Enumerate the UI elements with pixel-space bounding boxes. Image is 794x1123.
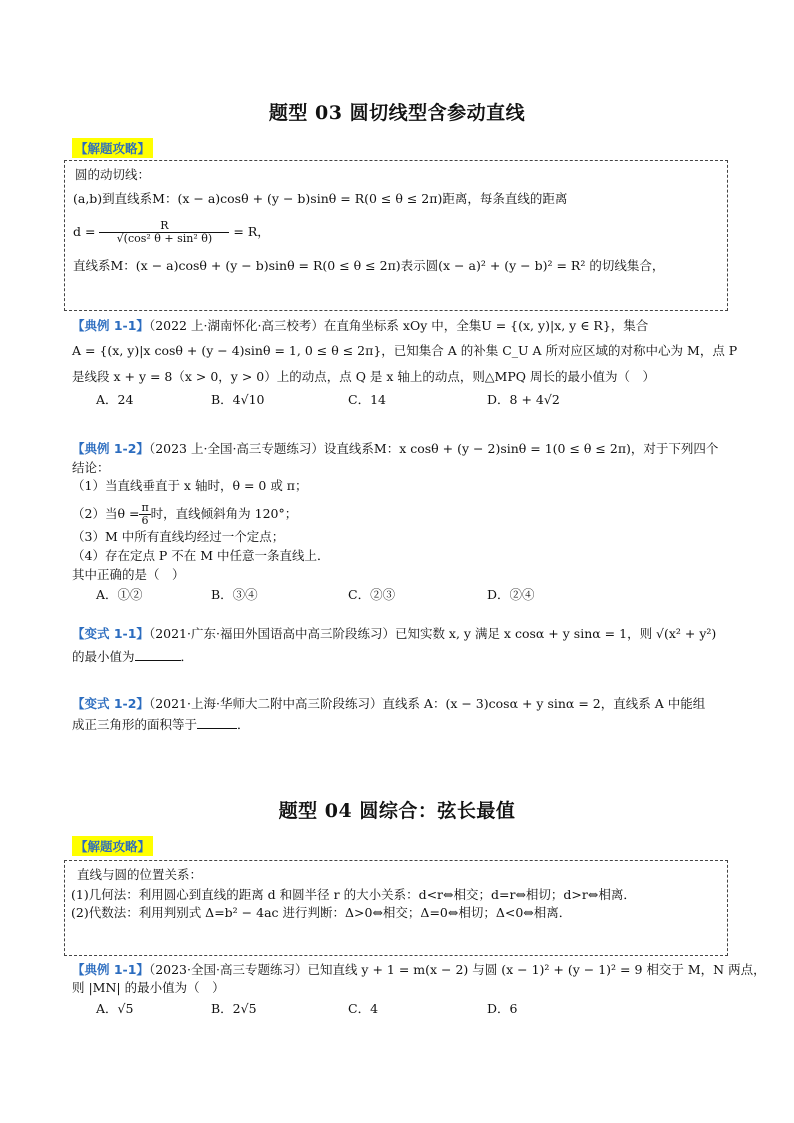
box1-line-3 bbox=[73, 218, 270, 246]
s2q1-option-c: C．4 bbox=[348, 1001, 379, 1016]
q3-text-1: （2021·广东·福田外国语高中高三阶段练习）已知实数 x, y 满足 x cosα + y sinα = 1，则 √(x² + y²) bbox=[148, 626, 717, 641]
strategy-tag-1: 【解题攻略】 bbox=[72, 138, 153, 158]
q2-line-6: （4）存在定点 P 不在 M 中任意一条直线上． bbox=[72, 548, 330, 563]
s2q1-text-1: （2023·全国·高三专题练习）已知直线 y + 1 = m(x − 2) 与圆 (x − 1)² + (y − 1)² = 9 相交于 M，N 两点， bbox=[148, 962, 766, 977]
q2-line-2: 结论： bbox=[72, 460, 110, 475]
q1-line-3: 是线段 x + y = 8（x > 0，y > 0）上的动点，点 Q 是 x 轴上的动点，则△MPQ 周长的最小值为（ ） bbox=[72, 369, 655, 384]
q3-answer-blank bbox=[135, 660, 181, 661]
s2q1-option-a: A．√5 bbox=[96, 1001, 134, 1016]
box1-eq-R: = R， bbox=[233, 224, 270, 239]
box2-line-1: 直线与圆的位置关系： bbox=[77, 867, 203, 882]
q1-option-c: C．14 bbox=[348, 392, 386, 407]
q2-fraction bbox=[139, 502, 150, 527]
s2q1-line-1 bbox=[72, 962, 766, 978]
q2-option-d: D．②④ bbox=[487, 587, 535, 602]
section-title-1: 题型 03 圆切线型含参动直线 bbox=[268, 102, 526, 124]
box1-line-2: (a,b)到直线系M：(x − a)cosθ + (y − b)sinθ = R(0 ≤ θ ≤ 2π)距离，每条直线的距离 bbox=[73, 191, 568, 206]
q1-line-2: A = {(x, y)|x cosθ + (y − 4)sinθ = 1, 0 ≤ θ ≤ 2π}，已知集合 A 的补集 C_U A 所对应区域的对称中心为 M，点 P bbox=[72, 343, 738, 358]
strategy-box-2 bbox=[64, 860, 728, 956]
box1-frac-num: R bbox=[99, 220, 229, 233]
q1-line-1 bbox=[72, 318, 648, 334]
box1-d-eq: d = bbox=[73, 224, 96, 239]
q2-label: 【典例 1-2】 bbox=[72, 441, 149, 456]
box2-line-3: (2)代数法：利用判别式 Δ=b² − 4ac 进行判断：Δ>0⇔相交；Δ=0⇔相切；Δ<0⇔相离． bbox=[71, 905, 572, 920]
q4-answer-blank bbox=[197, 728, 237, 729]
q3-line-1 bbox=[72, 626, 716, 642]
q2-l4-pre: （2）当θ = bbox=[72, 506, 140, 521]
box2-line-2: (1)几何法：利用圆心到直线的距离 d 和圆半径 r 的大小关系：d<r⇔相交；d=r⇔相切；d>r⇔相离． bbox=[71, 887, 636, 902]
box1-fraction bbox=[99, 220, 229, 245]
box1-line-4: 直线系M：(x − a)cosθ + (y − b)sinθ = R(0 ≤ θ ≤ 2π)表示圆(x − a)² + (y − b)² = R² 的切线集合， bbox=[73, 258, 665, 273]
q3-text-end: ． bbox=[180, 649, 194, 664]
q2-line-7: 其中正确的是（ ） bbox=[72, 567, 185, 582]
box1-line-1: 圆的动切线： bbox=[75, 167, 151, 182]
q2-line-3: （1）当直线垂直于 x 轴时，θ = 0 或 π； bbox=[72, 478, 308, 493]
q2-frac-den: 6 bbox=[141, 514, 149, 527]
q4-text-end: ． bbox=[237, 717, 250, 732]
q3-text-2: 的最小值为 bbox=[72, 649, 135, 664]
q2-line-1 bbox=[72, 441, 718, 457]
strategy-box-1 bbox=[64, 160, 728, 311]
q4-text-1: （2021·上海·华师大二附中高三阶段练习）直线系 A：(x − 3)cosα + y sinα = 2，直线系 A 中能组 bbox=[148, 696, 706, 711]
q1-option-b: B．4√10 bbox=[211, 392, 265, 407]
q1-option-d: D．8 + 4√2 bbox=[487, 392, 560, 407]
q1-label: 【典例 1-1】 bbox=[72, 318, 149, 333]
q4-line-1 bbox=[72, 696, 705, 712]
q4-text-2: 成正三角形的面积等于 bbox=[72, 717, 198, 732]
q2-line-5: （3）M 中所有直线均经过一个定点； bbox=[72, 529, 285, 544]
q2-option-a: A．①② bbox=[96, 587, 143, 602]
s2q1-label: 【典例 1-1】 bbox=[72, 962, 149, 977]
q4-line-2 bbox=[72, 717, 250, 733]
q3-line-2 bbox=[72, 649, 193, 665]
q3-label: 【变式 1-1】 bbox=[72, 626, 149, 641]
q2-option-b: B．③④ bbox=[211, 587, 258, 602]
s2q1-option-b: B．2√5 bbox=[211, 1001, 257, 1016]
s2q1-line-2: 则 |MN| 的最小值为（ ） bbox=[72, 980, 225, 995]
box1-frac-den: √(cos² θ + sin² θ) bbox=[116, 232, 213, 245]
q2-line-4 bbox=[72, 497, 297, 531]
q2-l4-post: 时，直线倾斜角为 120°； bbox=[150, 506, 298, 521]
q2-frac-num: π bbox=[141, 501, 149, 514]
strategy-tag-2: 【解题攻略】 bbox=[72, 836, 153, 856]
q4-label: 【变式 1-2】 bbox=[72, 696, 149, 711]
q1-option-a: A．24 bbox=[96, 392, 134, 407]
q1-text-1: （2022 上·湖南怀化·高三校考）在直角坐标系 xOy 中，全集U = {(x, y)|x, y ∈ R}，集合 bbox=[148, 318, 649, 333]
section-title-2: 题型 04 圆综合：弦长最值 bbox=[278, 800, 516, 822]
q2-text-1: （2023 上·全国·高三专题练习）设直线系M：x cosθ + (y − 2)sinθ = 1(0 ≤ θ ≤ 2π)，对于下列四个 bbox=[148, 441, 719, 456]
q2-option-c: C．②③ bbox=[348, 587, 396, 602]
s2q1-option-d: D．6 bbox=[487, 1001, 518, 1016]
